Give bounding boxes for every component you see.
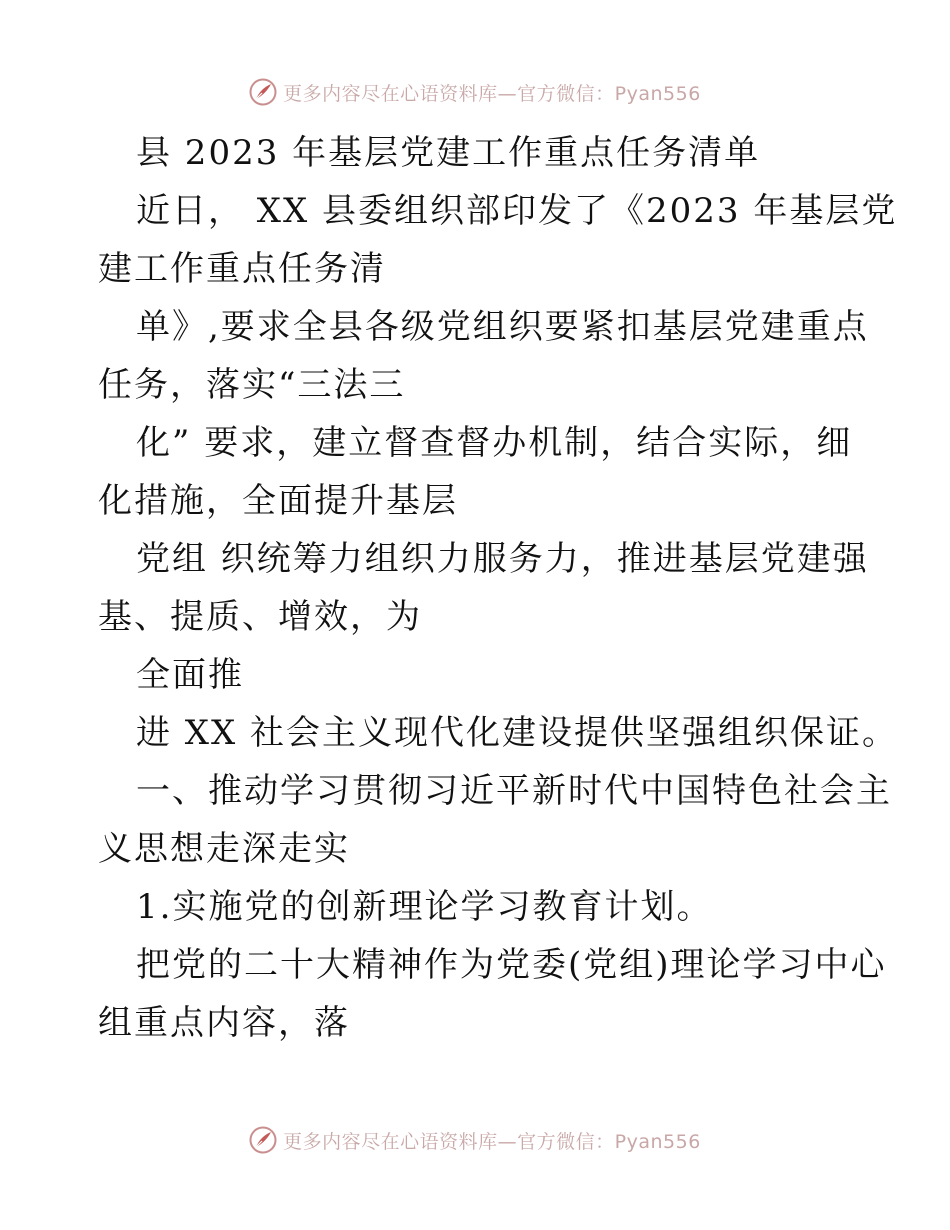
text-line: 基、提质、增效，为 [98,597,422,637]
footer-watermark [0,1120,950,1160]
text-line: 近日， XX 县委组织部印发了《2023 年基层党 [136,191,898,231]
watermark-text: 更多内容尽在心语资料库—官方微信：Pyan556 [283,1130,701,1153]
subsection-heading: 1.实施党的创新理论学习教育计划。 [136,887,713,927]
document-body [98,124,899,1052]
text-line: 化” 要求，建立督查督办机制，结合实际，细 [136,423,853,463]
feather-pen-icon [249,78,277,106]
text-line: 化措施，全面提升基层 [98,481,458,521]
watermark-text: 更多内容尽在心语资料库—官方微信：Pyan556 [283,82,701,105]
text-line: 组重点内容，落 [98,1003,350,1043]
section-heading-continued: 义思想走深走实 [98,829,350,869]
text-line: 任务，落实“三法三 [98,365,406,405]
text-line: 建工作重点任务清 [98,249,386,289]
header-watermark [0,72,950,112]
section-heading: 一、推动学习贯彻习近平新时代中国特色社会主 [136,771,892,811]
text-line: 全面推 [136,655,244,695]
document-title: 县 2023 年基层党建工作重点任务清单 [136,133,761,173]
text-line: 党组 织统筹力组织力服务力，推进基层党建强 [136,539,869,579]
text-line: 把党的二十大精神作为党委(党组)理论学习中心 [136,945,887,985]
text-line: 单》,要求全县各级党组织要紧扣基层党建重点 [136,307,869,347]
text-line: 进 XX 社会主义现代化建设提供坚强组织保证。 [136,713,899,753]
feather-pen-icon [249,1126,277,1154]
